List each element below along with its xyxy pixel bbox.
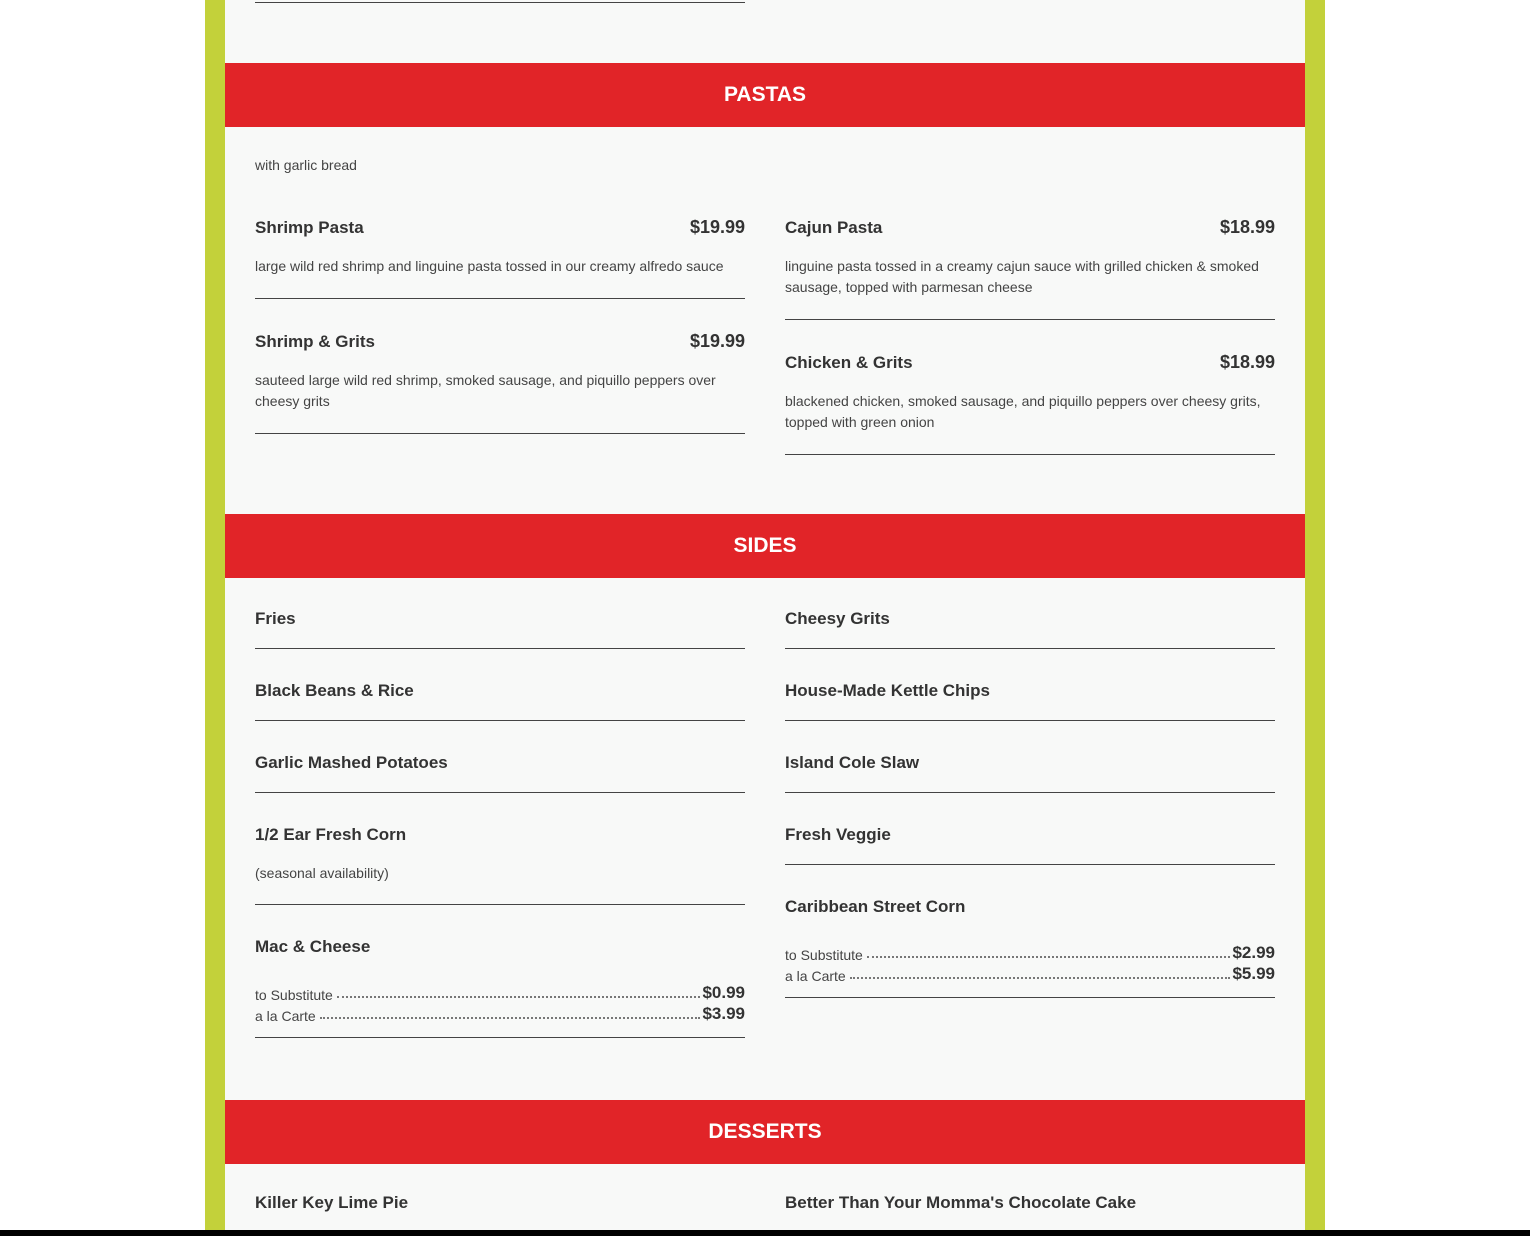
item-name: Killer Key Lime Pie (255, 1193, 409, 1212)
desserts-header: DESSERTS (225, 1100, 1305, 1164)
menu-item-chicken-grits (785, 351, 1275, 455)
item-name: Better Than Your Momma's Chocolate Cake (785, 1193, 1137, 1212)
menu-item-cajun-pasta (785, 216, 1275, 320)
menu-item-shrimp-grits (255, 330, 745, 434)
item-name: Mac & Cheese (255, 937, 371, 956)
menu-frame (205, 0, 1325, 1230)
pastas-left-column (255, 216, 745, 434)
option-price: $3.99 (702, 1004, 745, 1023)
side-item-caribbean-street-corn (785, 895, 1275, 998)
previous-item-divider (255, 2, 745, 3)
pastas-right-column (785, 216, 1275, 455)
item-name: Black Beans & Rice (255, 681, 414, 700)
item-description: blackened chicken, smoked sausage, and piquillo peppers over cheesy grits, topped with green onion (785, 393, 1261, 430)
side-item-mac-cheese (255, 935, 745, 1038)
side-item-fresh-veggie (785, 823, 1275, 865)
option-label: to Substitute (785, 947, 863, 963)
side-item-fries (255, 607, 745, 649)
item-name: Garlic Mashed Potatoes (255, 753, 448, 772)
option-price: $2.99 (1232, 943, 1275, 962)
item-description: (seasonal availability) (255, 865, 389, 881)
dot-leader (320, 1017, 701, 1019)
item-name: House-Made Kettle Chips (785, 681, 990, 700)
item-name: Shrimp Pasta (255, 218, 364, 237)
sides-header: SIDES (225, 514, 1305, 578)
menu-paper (225, 0, 1305, 1230)
item-name: Cheesy Grits (785, 609, 890, 628)
item-name: Island Cole Slaw (785, 753, 920, 772)
dot-leader (337, 996, 701, 998)
price-options (785, 942, 1275, 984)
option-price: $5.99 (1232, 964, 1275, 983)
item-price: $19.99 (689, 331, 745, 351)
item-name: Fresh Veggie (785, 825, 891, 844)
pastas-header: PASTAS (225, 63, 1305, 127)
option-label: to Substitute (255, 987, 333, 1003)
item-name: Fries (255, 609, 296, 628)
desserts-left-column (255, 1193, 745, 1213)
item-name: 1/2 Ear Fresh Corn (255, 825, 407, 844)
price-options (255, 982, 745, 1024)
item-description: large wild red shrimp and linguine pasta tossed in our creamy alfredo sauce (255, 258, 724, 274)
side-item-cheesy-grits (785, 607, 1275, 649)
item-price: $18.99 (1219, 352, 1275, 372)
option-label: a la Carte (255, 1008, 316, 1024)
side-item-fresh-corn (255, 823, 745, 905)
item-name: Chicken & Grits (785, 353, 913, 372)
pastas-note: with garlic bread (255, 157, 357, 173)
desserts-right-column (785, 1193, 1275, 1213)
item-name: Shrimp & Grits (255, 332, 375, 351)
side-item-garlic-mashed-potatoes (255, 751, 745, 793)
side-item-black-beans-rice (255, 679, 745, 721)
menu-item-shrimp-pasta (255, 216, 745, 299)
item-price: $19.99 (689, 217, 745, 237)
option-label: a la Carte (785, 968, 846, 984)
price-option-substitute (785, 942, 1275, 963)
item-name: Cajun Pasta (785, 218, 883, 237)
price-option-a-la-carte (255, 1003, 745, 1024)
sides-right-column (785, 607, 1275, 998)
dot-leader (867, 956, 1231, 958)
option-price: $0.99 (702, 983, 745, 1002)
item-name: Caribbean Street Corn (785, 897, 966, 916)
price-option-substitute (255, 982, 745, 1003)
sides-left-column (255, 607, 745, 1038)
item-price: $18.99 (1219, 217, 1275, 237)
side-item-kettle-chips (785, 679, 1275, 721)
item-description: sauteed large wild red shrimp, smoked sausage, and piquillo peppers over cheesy grits (255, 372, 716, 409)
window-bottom-edge (0, 1230, 1530, 1236)
dot-leader (850, 977, 1231, 979)
item-description: linguine pasta tossed in a creamy cajun sauce with grilled chicken & smoked sausage, topped with parmesan cheese (785, 258, 1259, 295)
side-item-island-cole-slaw (785, 751, 1275, 793)
price-option-a-la-carte (785, 963, 1275, 984)
